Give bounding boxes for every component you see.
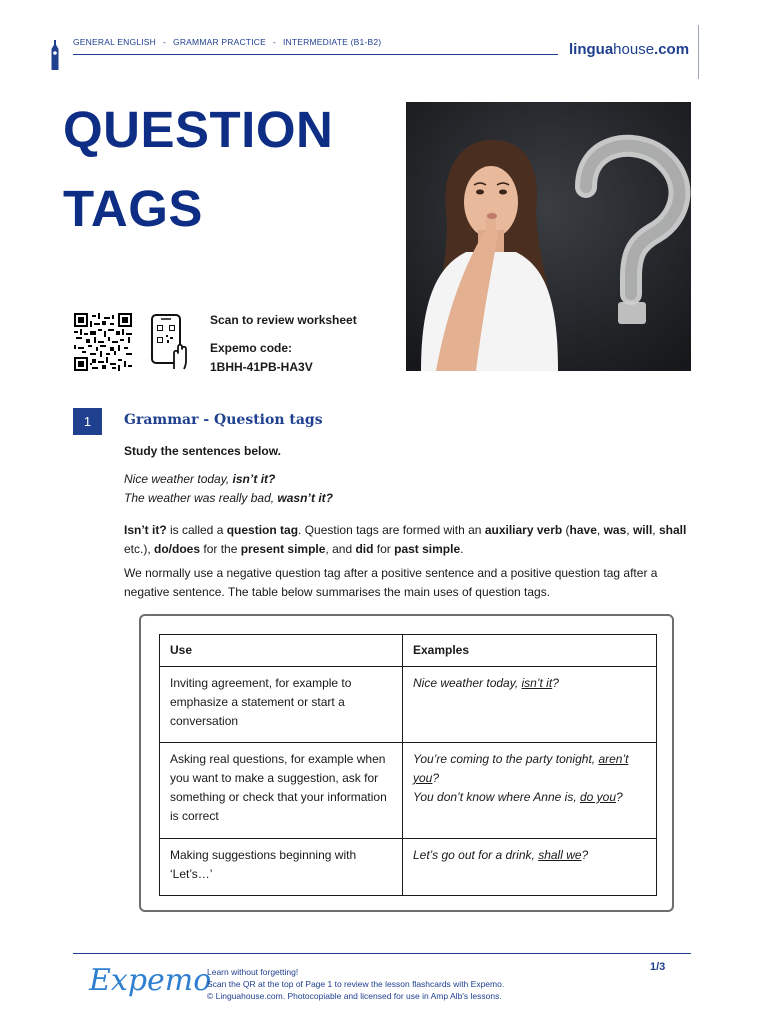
table-header-row bbox=[160, 635, 657, 667]
expemo-code-label: Expemo code: bbox=[210, 341, 293, 355]
definition-segment: . bbox=[460, 542, 464, 556]
footer-scan-note: Scan the QR at the top of Page 1 to review the lesson flashcards with Expemo. bbox=[207, 979, 505, 989]
breadcrumb-separator: - bbox=[163, 37, 167, 47]
examples-cell bbox=[403, 743, 657, 839]
definition-segment: did bbox=[355, 542, 374, 556]
logo-lingua: lingua bbox=[569, 41, 614, 58]
example-text: ? bbox=[552, 676, 559, 690]
linguahouse-logo bbox=[569, 41, 689, 58]
question-tag-uses-table bbox=[159, 634, 657, 896]
definition-segment: ( bbox=[562, 523, 570, 537]
definition-segment: for bbox=[373, 542, 395, 556]
example-2-tag: wasn’t it? bbox=[277, 491, 333, 505]
definition-segment: , bbox=[596, 523, 604, 537]
breadcrumb bbox=[73, 37, 381, 47]
definition-segment: past simple bbox=[394, 542, 461, 556]
definition-segment: present simple bbox=[240, 542, 326, 556]
definition-segment: etc.), bbox=[124, 542, 155, 556]
definition-segment: , and bbox=[325, 542, 356, 556]
question-tag-definition bbox=[124, 521, 696, 559]
example-1-tag: isn’t it? bbox=[232, 472, 276, 486]
example-text: You’re coming to the party tonight, bbox=[413, 752, 599, 766]
definition-segment: is called a bbox=[166, 523, 227, 537]
question-tag: aren’t you bbox=[413, 752, 629, 785]
usage-paragraph: We normally use a negative question tag after a positive sentence and a positive question tag after a negative sentence. The table below summarises the main uses of question tags. bbox=[124, 566, 658, 599]
expemo-logo: Expemo bbox=[89, 963, 212, 998]
title-line-1: QUESTION bbox=[63, 101, 334, 158]
section-number: 1 bbox=[73, 408, 102, 435]
footer-tagline: Learn without forgetting! bbox=[207, 967, 299, 977]
footer-copyright: © Linguahouse.com. Photocopiable and licensed for use in Amp Alb's lessons. bbox=[207, 991, 502, 1001]
example-text: ? bbox=[581, 848, 589, 862]
example-line bbox=[413, 674, 646, 693]
footer-text bbox=[207, 966, 504, 1002]
big-ben-icon bbox=[50, 40, 60, 70]
qr-code-icon[interactable] bbox=[73, 313, 133, 371]
example-line bbox=[413, 846, 646, 865]
definition-segment: shall bbox=[658, 523, 687, 537]
use-cell: Inviting agreement, for example to emphasize a statement or start a conversation bbox=[160, 667, 403, 743]
question-tag: isn’t it bbox=[521, 676, 553, 690]
definition-segment: , bbox=[626, 523, 633, 537]
page-title bbox=[63, 90, 333, 248]
question-tag: do you bbox=[580, 790, 617, 804]
example-2-text: The weather was really bad, bbox=[124, 491, 278, 505]
table-row bbox=[160, 743, 657, 839]
breadcrumb-separator: - bbox=[272, 37, 276, 47]
definition-segment: , bbox=[652, 523, 659, 537]
section-title: Grammar - Question tags bbox=[124, 412, 323, 428]
examples-cell bbox=[403, 667, 657, 743]
breadcrumb-grammar-practice: GRAMMAR PRACTICE bbox=[173, 37, 266, 47]
definition-segment: will bbox=[632, 523, 653, 537]
example-text: ? bbox=[432, 771, 440, 785]
page-number: 1/3 bbox=[650, 961, 666, 973]
example-sentences bbox=[124, 470, 696, 508]
scan-label: Scan to review worksheet bbox=[210, 313, 357, 327]
phone-scan-icon bbox=[150, 313, 190, 371]
scan-info bbox=[210, 311, 357, 377]
example-line bbox=[413, 750, 646, 788]
definition-segment: have bbox=[569, 523, 597, 537]
example-text: Let’s go out for a drink, bbox=[413, 848, 539, 862]
thinking-woman-photo bbox=[406, 102, 691, 371]
breadcrumb-general-english: GENERAL ENGLISH bbox=[73, 37, 156, 47]
study-instruction: Study the sentences below. bbox=[124, 444, 281, 458]
table-row bbox=[160, 667, 657, 743]
question-tag: shall we bbox=[538, 848, 582, 862]
definition-segment: Isn’t it? bbox=[124, 523, 167, 537]
expemo-code: 1BHH-41PB-HA3V bbox=[210, 360, 313, 374]
definition-segment: for the bbox=[200, 542, 241, 556]
use-cell: Making suggestions beginning with ‘Let’s…’ bbox=[160, 839, 403, 896]
example-1-text: Nice weather today, bbox=[124, 472, 233, 486]
example-text: ? bbox=[616, 790, 623, 804]
example-line bbox=[413, 788, 646, 807]
header-examples: Examples bbox=[403, 635, 657, 667]
breadcrumb-level: INTERMEDIATE (B1-B2) bbox=[283, 37, 382, 47]
definition-segment: . Question tags are formed with an bbox=[298, 523, 485, 537]
definition-segment: auxiliary verb bbox=[484, 523, 563, 537]
example-text: Nice weather today, bbox=[413, 676, 522, 690]
definition-segment: was bbox=[603, 523, 627, 537]
example-text: You don’t know where Anne is, bbox=[413, 790, 580, 804]
logo-tld: .com bbox=[654, 41, 690, 58]
footer-divider bbox=[73, 953, 691, 954]
table-row bbox=[160, 839, 657, 896]
title-line-2: TAGS bbox=[63, 180, 203, 237]
header-divider bbox=[73, 54, 558, 55]
use-cell: Asking real questions, for example when you want to make a suggestion, ask for something or check that your information is correct bbox=[160, 743, 403, 839]
header-use: Use bbox=[160, 635, 403, 667]
logo-house: house bbox=[613, 41, 655, 58]
definition-segment: do/does bbox=[154, 542, 201, 556]
examples-cell bbox=[403, 839, 657, 896]
logo-divider bbox=[698, 25, 699, 79]
definition-segment: question tag bbox=[226, 523, 299, 537]
